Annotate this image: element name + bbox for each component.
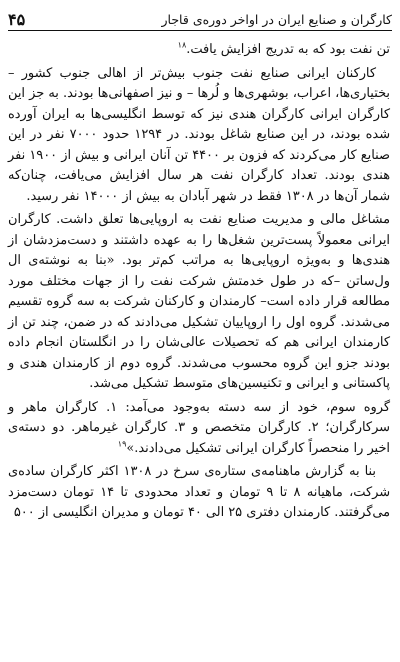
paragraph: مشاغل مالی و مدیریت صنایع نفت به اروپایی‌ها تعلق داشت. کارگران ایرانی معمولاً پست‌ترین شغل‌ها را به عهده داشتند و دست‌مزدشان از هندی‌ها و به‌ویژه اروپایی‌ها به مراتب کم‌تر بود. «بنا به نوشته‌ی ال ول‌ساتن –که در طول خدمتش شرکت نفت را از جهات مختلف مورد مطالعه قرار داده است– کارمندان و کارکنان شرکت به سه گروه تقسیم می‌شدند. گروه اول را اروپاییان تشکیل می‌دادند که در ضمن، چند تن از کارمندان ایرانی هم که تحصیلات عالی‌شان را در انگلستان انجام داده بودند جزو این گروه محسوب می‌شدند. گروه دوم از کارمندان هندی و پاکستانی و ایرانی و تکنیسین‌های متوسط تشکیل می‌شد. xyxy=(8,212,390,391)
paragraph: گروه سوم، خود از سه دسته به‌وجود می‌آمد: ۱. کارگران ماهر و سرکارگران؛ ۲. کارگران متخصص و ۳. کارگران غیرماهر. دو دسته‌ی اخیر را منحصراً کارگران ایرانی تشکیل می‌دادند.»$^{۱۹}$ xyxy=(8,399,390,456)
header-rule xyxy=(8,30,392,31)
paragraph: کارکنان ایرانی صنایع نفت جنوب بیش‌تر از اهالی جنوب کشور – بختیاری‌ها، اعراب، بوشهری‌ها و لُرها – و نیز اصفهانی‌ها بودند. به جز این کارگران ایرانی کارگران هندی نیز که توسط انگلیسی‌ها به ایران آورده شده بودند، در این صنایع شاغل بودند. در ۱۲۹۴ حدود ۷۰۰۰ نفر در این صنایع کار می‌کردند که فزون بر ۴۴۰۰ تن آنان ایرانی و بیش از ۱۹۰۰ نفر هندی بودند. تعداد کارگران نفت هر سال افزایش می‌یافت، چنان‌که شمار آن‌ها در ۱۳۰۸ فقط در شهر آبادان به بیش از ۱۴۰۰۰ نفر رسید. xyxy=(8,65,390,204)
running-title: کارگران و صنایع ایران در اواخر دوره‌ی قاجار xyxy=(161,12,392,27)
body-text xyxy=(8,40,390,524)
paragraph: تن نفت بود که به تدریج افزایش یافت.$^{۱۸}$ xyxy=(177,40,390,57)
footnote-marker: ۱۸ xyxy=(177,40,187,50)
page-number: ۴۵ xyxy=(8,10,26,29)
page-header xyxy=(8,6,392,28)
footnote-marker: ۱۹ xyxy=(117,439,127,449)
paragraph: بنا به گزارش ماهنامه‌ی ستاره‌ی سرخ در ۱۳۰۸ اکثر کارگران ساده‌ی شرکت، ماهیانه ۸ تا ۹ تومان و تعداد محدودی تا ۱۴ تومان دست‌مزد می‌گرفتند. کارمندان دفتری ۲۵ الی ۴۰ تومان و مدیران انگلیسی از ۵۰۰ xyxy=(8,464,390,520)
